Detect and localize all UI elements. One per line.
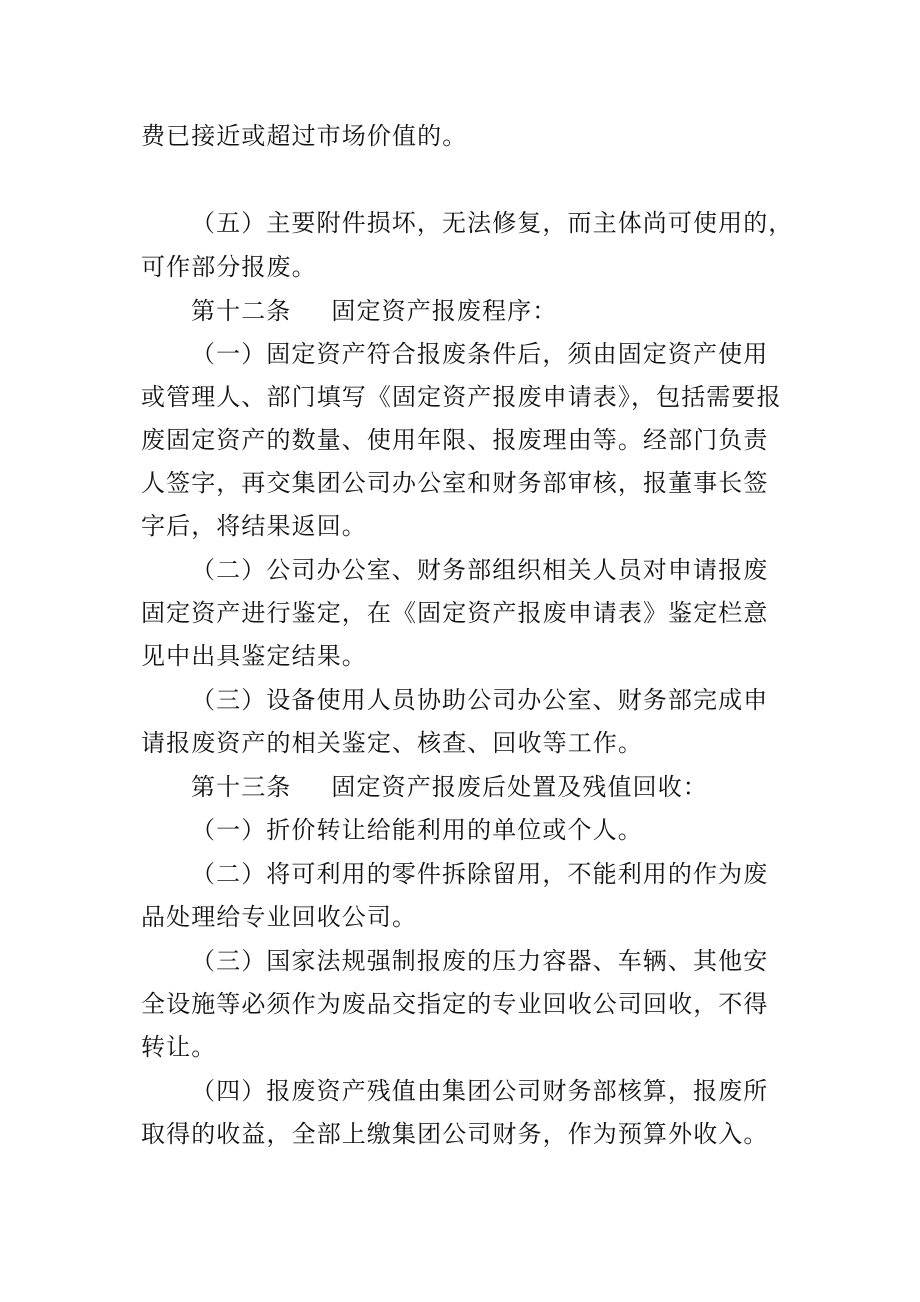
text-line: （三）设备使用人员协助公司办公室、财务部完成申 bbox=[191, 686, 769, 714]
text-line: （一）折价转让给能利用的单位或个人。 bbox=[191, 816, 643, 844]
article-title: 固定资产报废程序： bbox=[331, 297, 558, 325]
text-line: 废固定资产的数量、使用年限、报废理由等。经部门负责 bbox=[141, 426, 769, 454]
text-line: （二）公司办公室、财务部组织相关人员对申请报废 bbox=[191, 556, 769, 584]
text-line: 取得的收益，全部上缴集团公司财务，作为预算外收入。 bbox=[141, 1120, 769, 1148]
text-line: 全设施等必须作为废品交指定的专业回收公司回收，不得 bbox=[141, 990, 769, 1018]
text-line: 人签字，再交集团公司办公室和财务部审核，报董事长签 bbox=[141, 469, 769, 497]
text-line: （五）主要附件损坏，无法修复，而主体尚可使用的， bbox=[191, 209, 794, 237]
text-line: （三）国家法规强制报废的压力容器、车辆、其他安 bbox=[191, 947, 769, 975]
text-line: 见中出具鉴定结果。 bbox=[141, 642, 367, 670]
text-line: （二）将可利用的零件拆除留用，不能利用的作为废 bbox=[191, 860, 769, 888]
text-line: 可作部分报废。 bbox=[141, 253, 317, 281]
article-number: 第十三条 bbox=[191, 773, 292, 801]
text-line: 或管理人、部门填写《固定资产报废申请表》，包括需要报 bbox=[141, 383, 782, 411]
article-heading bbox=[191, 296, 557, 326]
article-heading bbox=[191, 772, 708, 802]
text-line: 固定资产进行鉴定，在《固定资产报废申请表》鉴定栏意 bbox=[141, 599, 769, 627]
article-title: 固定资产报废后处置及残值回收： bbox=[331, 773, 708, 801]
text-line: 品处理给专业回收公司。 bbox=[141, 903, 418, 931]
article-number: 第十二条 bbox=[191, 297, 292, 325]
text-line: 费已接近或超过市场价值的。 bbox=[141, 122, 468, 150]
text-line: 字后，将结果返回。 bbox=[141, 512, 367, 540]
text-line: 请报废资产的相关鉴定、核查、回收等工作。 bbox=[141, 729, 643, 757]
text-line: （一）固定资产符合报废条件后，须由固定资产使用 bbox=[191, 340, 769, 368]
text-line: （四）报废资产残值由集团公司财务部核算，报废所 bbox=[191, 1077, 769, 1105]
text-line: 转让。 bbox=[141, 1033, 217, 1061]
